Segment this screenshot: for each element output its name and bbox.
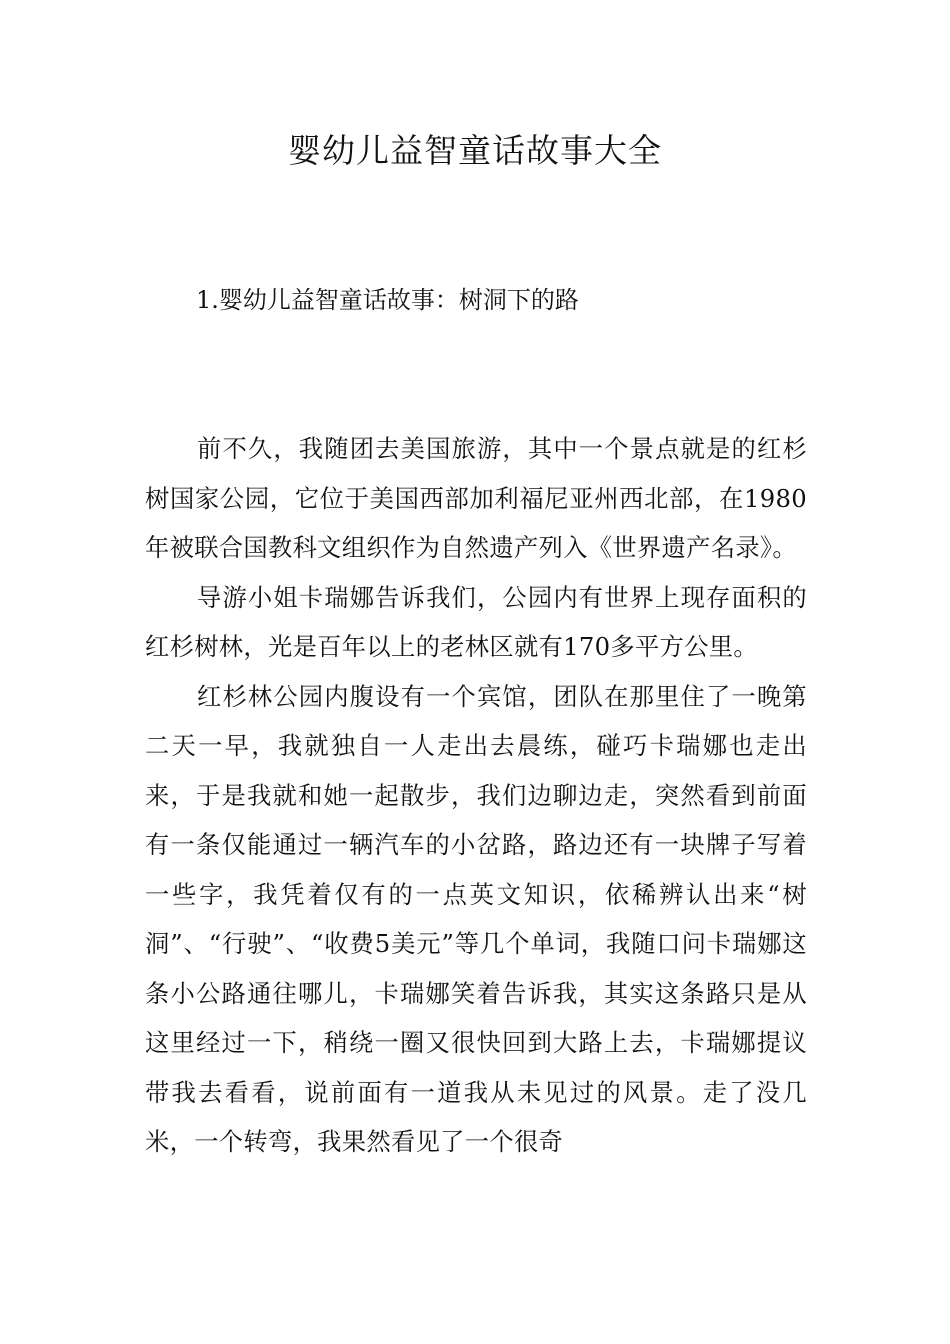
paragraph-1: 前不久，我随团去美国旅游，其中一个景点就是的红杉树国家公园，它位于美国西部加利福尼亚州西北部，在1980年被联合国教科文组织作为自然遗产列入《世界遗产名录》。 <box>145 434 807 562</box>
paragraph-3: 红杉林公园内腹设有一个宾馆，团队在那里住了一晚第二天一早，我就独自一人走出去晨练，碰巧卡瑞娜也走出来，于是我就和她一起散步，我们边聊边走，突然看到前面有一条仅能通过一辆汽车的小岔路，路边还有一块牌子写着一些字，我凭着仅有的一点英文知识，依稀辨认出来“树洞”、“行驶”、“收费5美元”等几个单词，我随口问卡瑞娜这条小公路通往哪儿，卡瑞娜笑着告诉我，其实这条路只是从这里经过一下，稍绕一圈又很快回到大路上去，卡瑞娜提议带我去看看，说前面有一道我从未见过的风景。走了没几米，一个转弯，我果然看见了一个很奇 <box>145 681 807 1156</box>
body-text <box>145 424 807 1167</box>
section-heading: 1.婴幼儿益智童话故事：树洞下的路 <box>196 286 579 314</box>
document-title: 婴幼儿益智童话故事大全 <box>288 131 662 170</box>
paragraph-2: 导游小姐卡瑞娜告诉我们，公园内有世界上现存面积的红杉树林，光是百年以上的老林区就有170多平方公里。 <box>145 582 807 661</box>
